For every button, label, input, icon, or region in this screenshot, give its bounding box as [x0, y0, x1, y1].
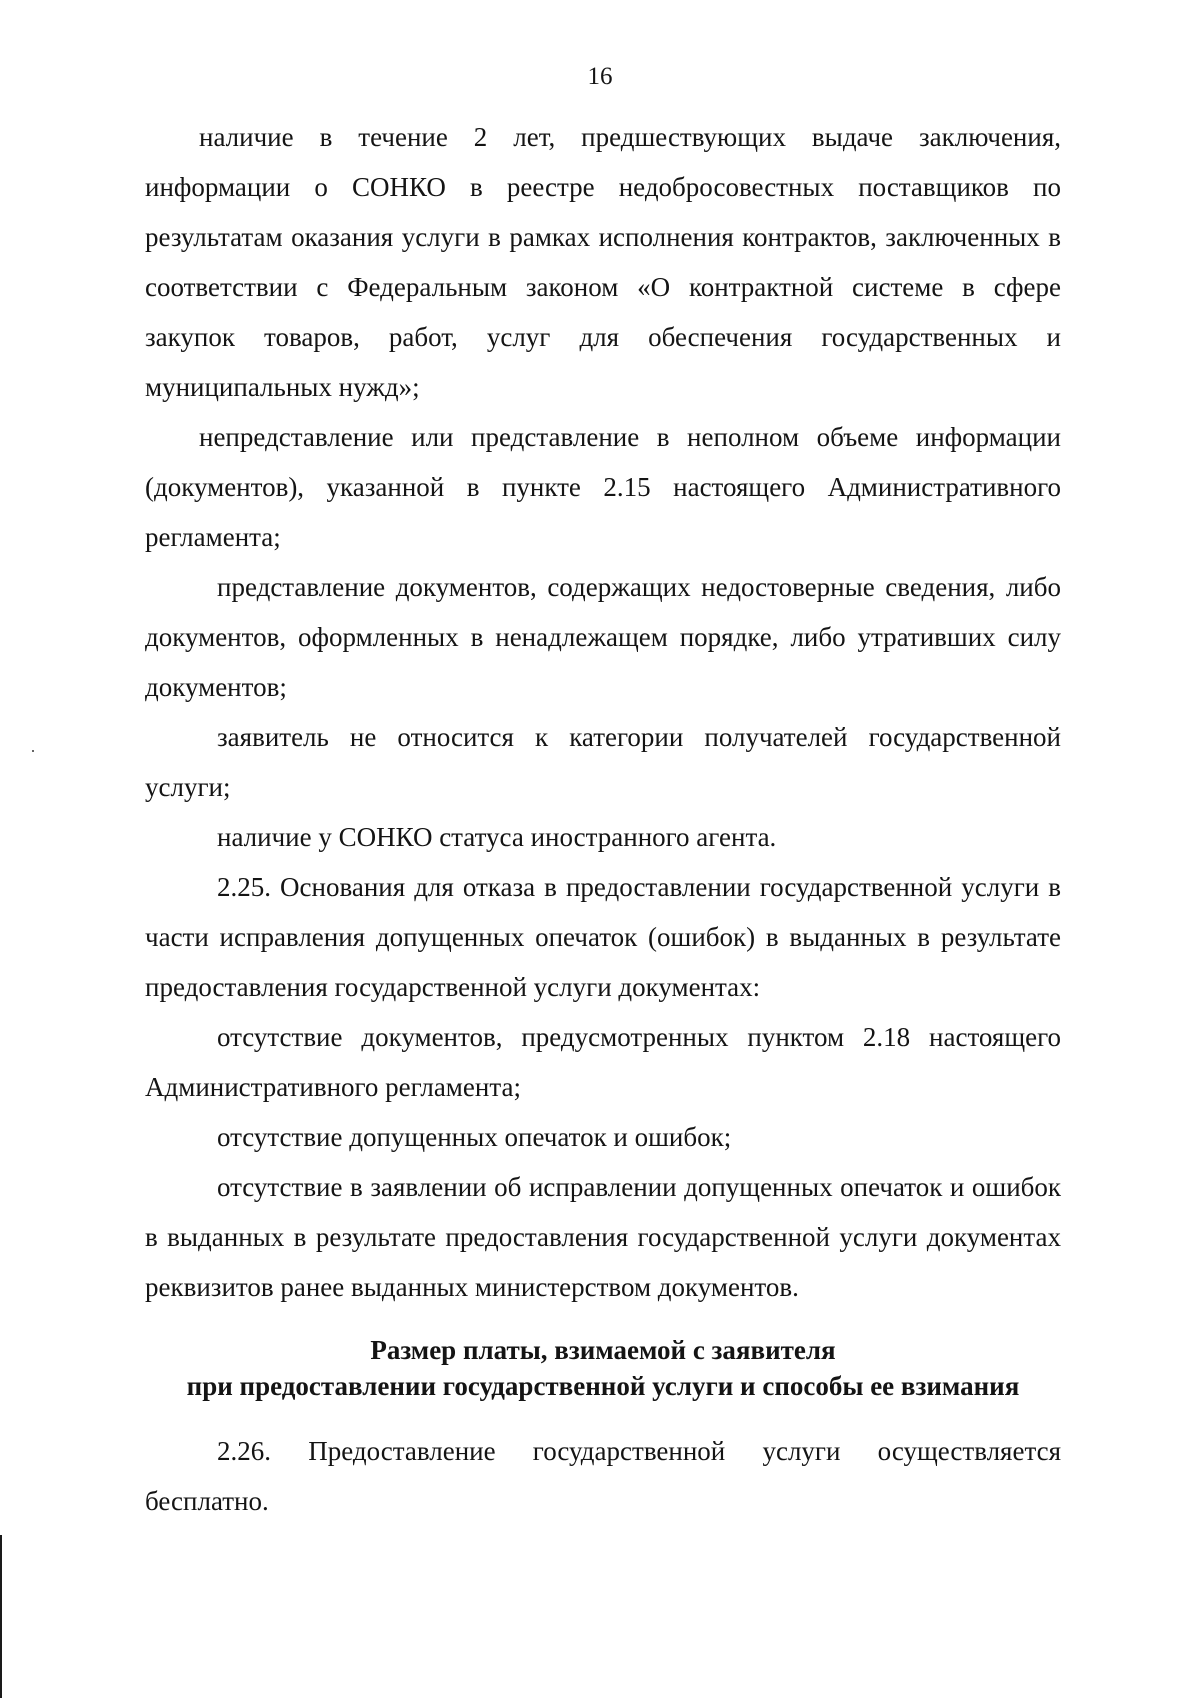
paragraph-item: заявитель не относится к категории получателей государственной услуги;: [145, 722, 1061, 802]
paragraph-item: отсутствие допущенных опечаток и ошибок;: [217, 1122, 732, 1152]
paragraph-item: наличие в течение 2 лет, предшествующих выдаче заключения, информации о СОНКО в реестре недобросовестных поставщиков по результатам оказания услуги в рамках исполнения контрактов, заключенных в соответствии с Федеральным законом «О контрактной системе в сфере закупок товаров, работ, услуг для обеспечения государственных и муниципальных нужд»;: [145, 122, 1061, 402]
paragraph-item: 2.25. Основания для отказа в предоставлении государственной услуги в части исправления допущенных опечаток (ошибок) в выданных в результате предоставления государственной услуги документах:: [145, 872, 1061, 1002]
scan-binding-edge: [0, 1535, 2, 1698]
document-body: [145, 112, 1061, 1312]
paragraph-item: отсутствие в заявлении об исправлении допущенных опечаток и ошибок в выданных в результате предоставления государственной услуги документах реквизитов ранее выданных министерством документов.: [145, 1172, 1061, 1302]
section-heading: [145, 1332, 1061, 1404]
section-heading-line: Размер платы, взимаемой с заявителя: [370, 1335, 836, 1365]
paragraph-item: 2.26. Предоставление государственной услуги осуществляется бесплатно.: [145, 1436, 1061, 1516]
document-body-after-heading: [145, 1426, 1061, 1526]
scan-speck: [32, 750, 34, 752]
paragraph-item: представление документов, содержащих недостоверные сведения, либо документов, оформленных в ненадлежащем порядке, либо утративших силу документов;: [145, 572, 1061, 702]
paragraph-item: отсутствие документов, предусмотренных пунктом 2.18 настоящего Административного регламента;: [145, 1022, 1061, 1102]
section-heading-line: при предоставлении государственной услуги и способы ее взимания: [186, 1371, 1020, 1401]
paragraph-item: непредставление или представление в неполном объеме информации (документов), указанной в пункте 2.15 настоящего Административного регламента;: [145, 422, 1061, 552]
paragraph-item: наличие у СОНКО статуса иностранного агента.: [217, 822, 777, 852]
page-number: 16: [587, 63, 613, 90]
